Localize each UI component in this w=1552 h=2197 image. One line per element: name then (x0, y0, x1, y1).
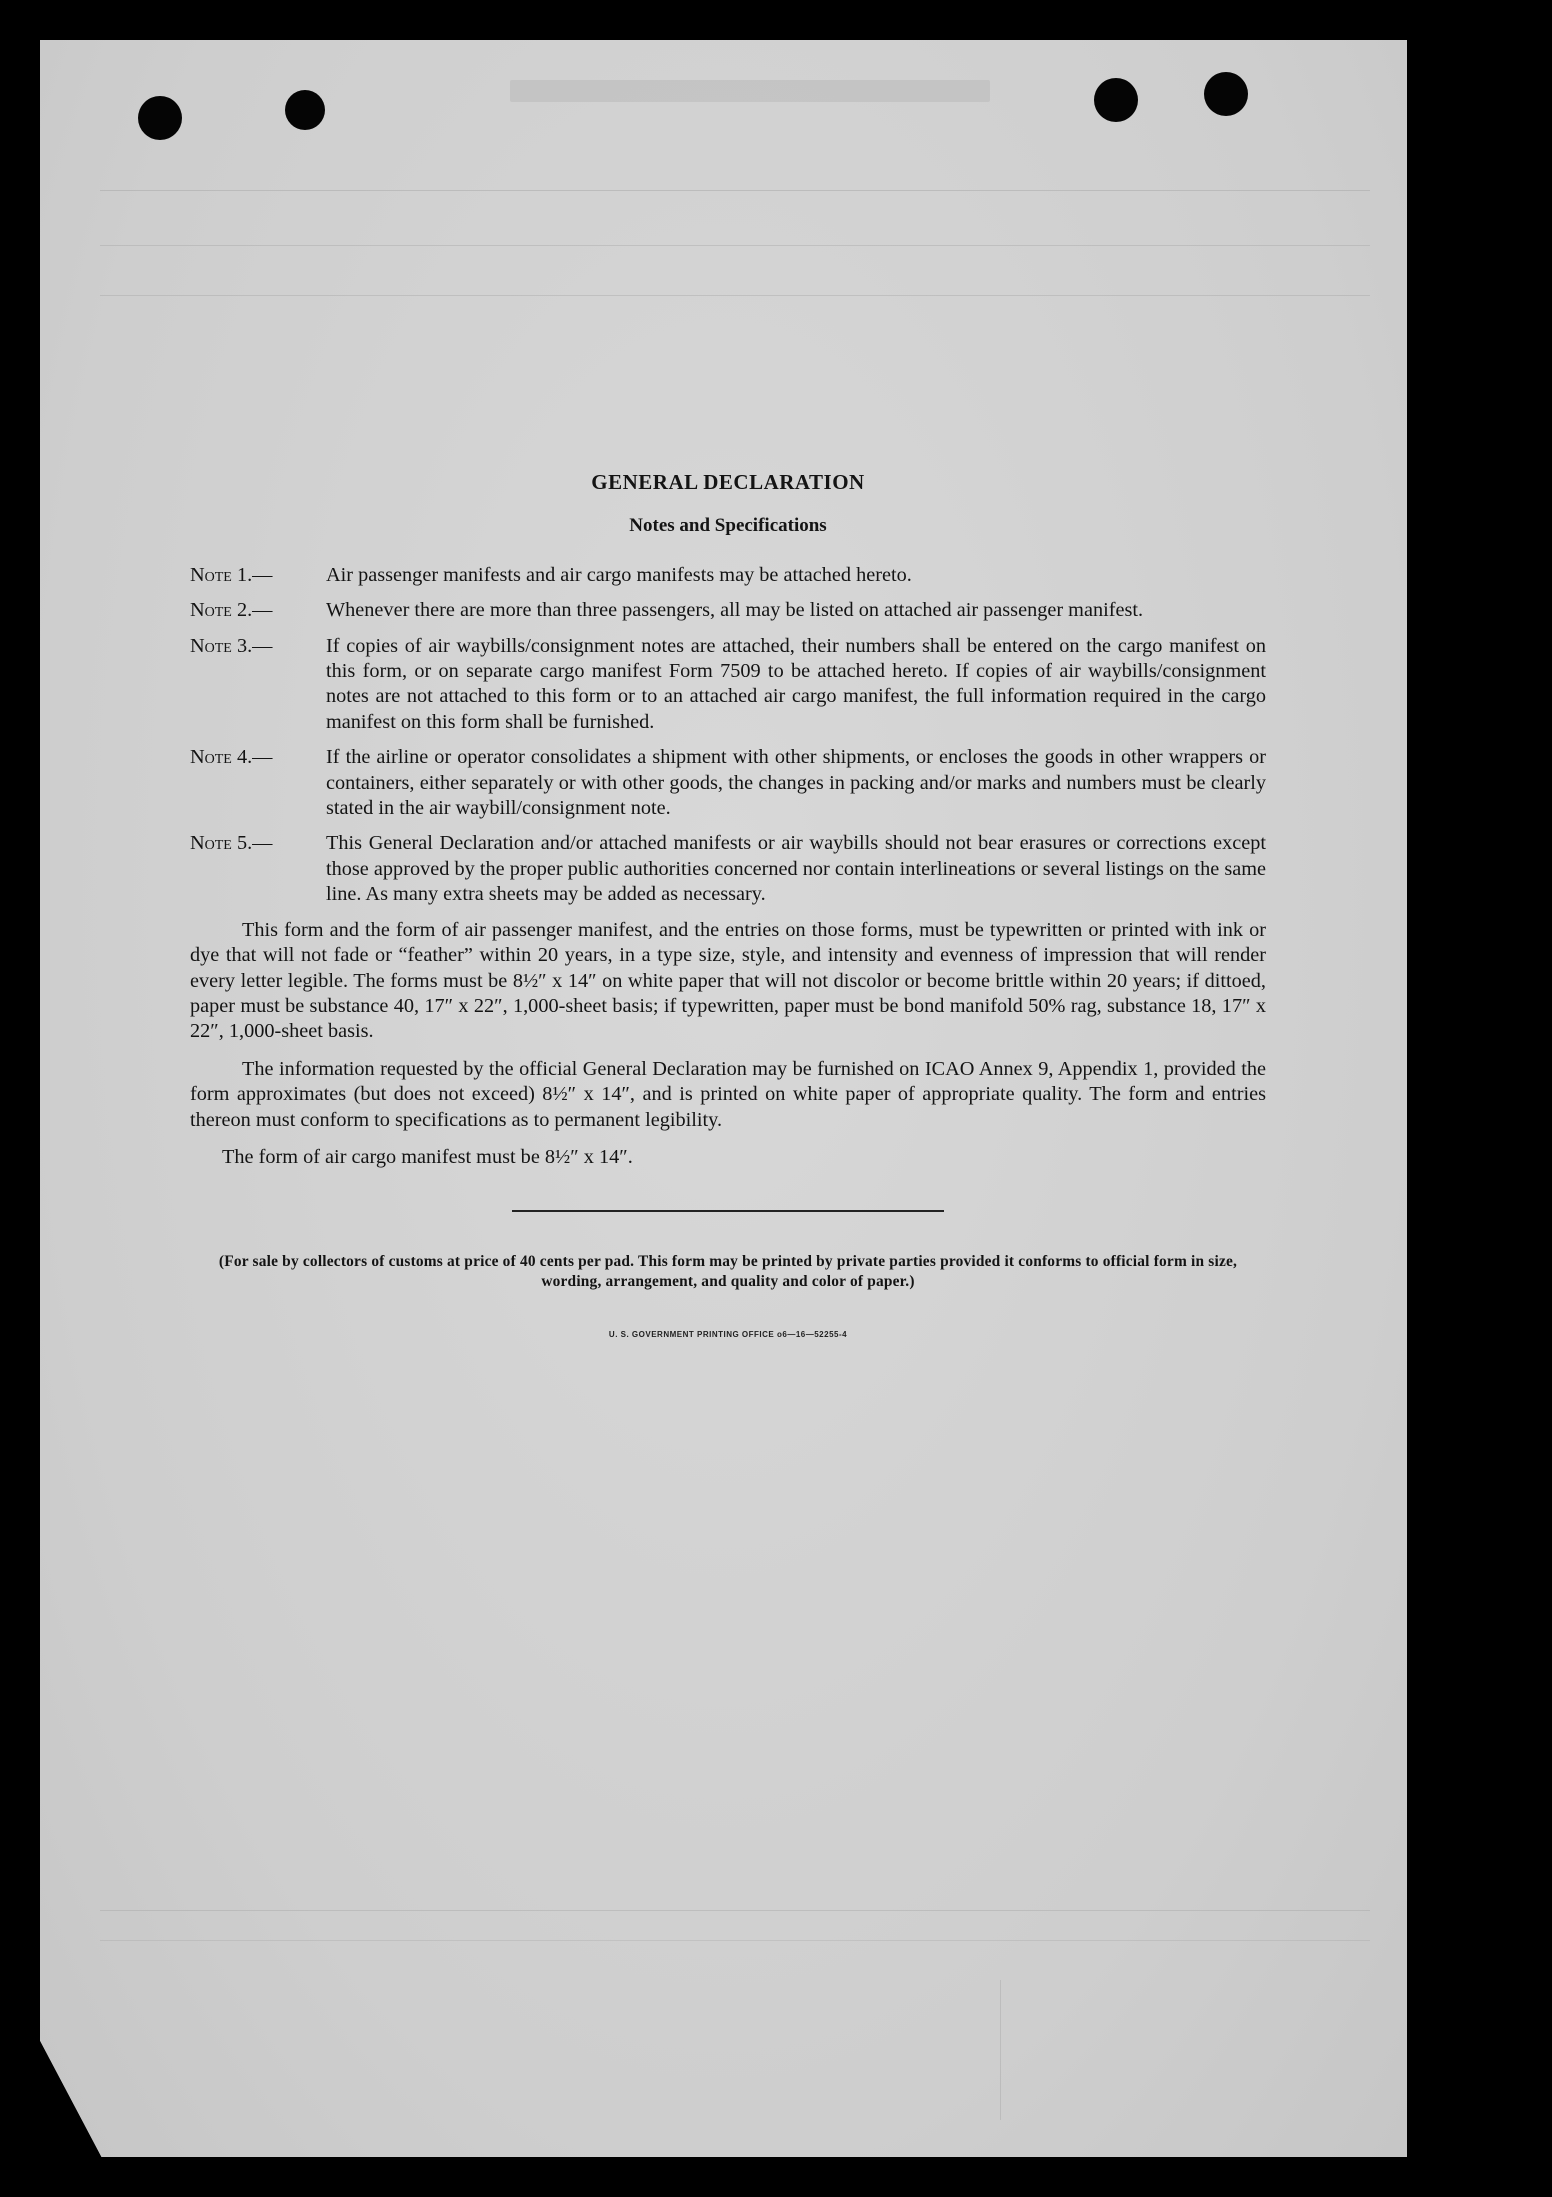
note-text: If the airline or operator consolidates a shipment with other shipments, or encloses the goods in other wrappers or containers, either separately or with other goods, the changes in packing and/or marks and numbers must be clearly stated in the air waybill/consignment note. (326, 746, 1266, 820)
punch-hole (1094, 78, 1138, 122)
note-item (190, 598, 1266, 623)
note-item (190, 745, 1266, 821)
document-title: GENERAL DECLARATION (591, 470, 865, 494)
note-label: Note 4.— (190, 746, 273, 769)
bleed-through-box (1000, 1980, 1001, 2120)
note-text: Air passenger manifests and air cargo manifests may be attached hereto. (326, 563, 912, 586)
bleed-through-header (510, 80, 990, 102)
note-item (190, 831, 1266, 907)
cargo-manifest-size: The form of air cargo manifest must be 8½″ x 14″. (222, 1145, 633, 1168)
note-label: Note 5.— (190, 832, 273, 855)
note-label: Note 2.— (190, 599, 273, 622)
punch-hole (1204, 72, 1248, 116)
note-text: If copies of air waybills/consignment notes are attached, their numbers shall be entered on the cargo manifest on this form, or on separate cargo manifest Form 7509 to be attached hereto. If copies of air waybills/consignment notes are not attached to this form or to an attached air cargo manifest, the full information required in the cargo manifest on this form shall be furnished. (326, 634, 1266, 733)
printing-office-imprint: U. S. GOVERNMENT PRINTING OFFICE o6—16—52255-4 (608, 1330, 848, 1340)
note-label: Note 1.— (190, 563, 273, 586)
bleed-through-line (100, 1940, 1370, 1941)
note-label: Note 3.— (190, 634, 273, 657)
form-requirements-paragraph: This form and the form of air passenger manifest, and the entries on those forms, must be typewritten or printed with ink or dye that will not fade or “feather” within 20 years, in a type size, style, and intensity and evenness of impression that will render every letter legible. The forms must be 8½″ x 14″ on white paper that will not discolor or become brittle within 20 years; if dittoed, paper must be substance 40, 17″ x 22″, 1,000-sheet basis; if typewritten, paper must be bond manifold 50% rag, substance 18, 17″ x 22″, 1,000-sheet basis. (190, 918, 1266, 1043)
punch-hole (138, 96, 182, 140)
document-body (190, 470, 1266, 1348)
sale-notice: (For sale by collectors of customs at price of 40 cents per pad. This form may be printed by private parties provided it conforms to official form in size, wording, arrangement, and quality and color of paper.) (218, 1253, 1238, 1291)
punch-hole (285, 90, 325, 130)
divider-rule (512, 1210, 944, 1212)
icao-paragraph: The information requested by the official General Declaration may be furnished on ICAO Annex 9, Appendix 1, provided the form approximates (but does not exceed) 8½″ x 14″, and is printed on white paper of appropriate quality. The form and entries thereon must conform to specifications as to permanent legibility. (190, 1057, 1266, 1131)
note-text: Whenever there are more than three passengers, all may be listed on attached air passenger manifest. (326, 599, 1144, 622)
document-subtitle: Notes and Specifications (629, 515, 827, 537)
bleed-through-line (100, 295, 1370, 296)
note-text: This General Declaration and/or attached manifests or air waybills should not bear erasures or corrections except those approved by the proper public authorities concerned nor contain interlineations or several listings on the same line. As many extra sheets may be added as necessary. (326, 832, 1266, 906)
note-item (190, 634, 1266, 736)
bleed-through-line (100, 1910, 1370, 1911)
note-item (190, 563, 1266, 588)
bleed-through-line (100, 245, 1370, 246)
bleed-through-line (100, 190, 1370, 191)
